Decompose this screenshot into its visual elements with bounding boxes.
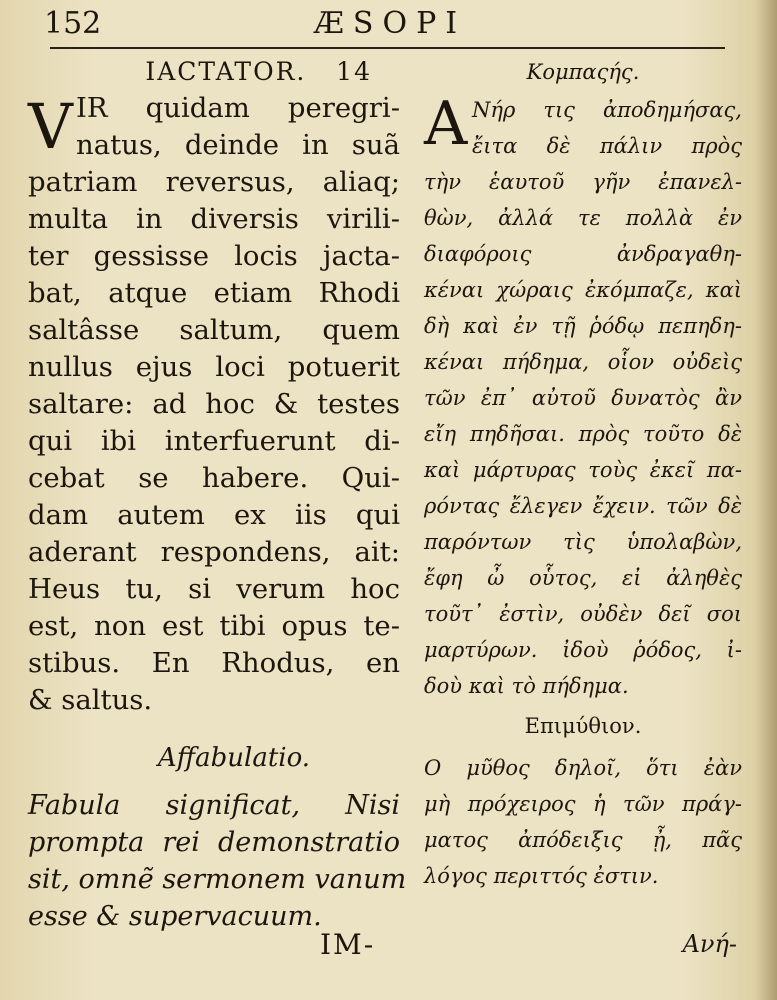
text-line: Fabula significat, Nisi — [28, 790, 400, 821]
text-line: καὶ μάρτυρας τοὺς ἐκεῖ πα- — [424, 458, 742, 482]
greek-moral-heading: Επιμύθιον. — [524, 714, 642, 738]
text-line: bat, atque etiam Rhodi — [28, 277, 400, 309]
latin-column — [28, 56, 407, 935]
greek-moral-text — [424, 750, 742, 894]
text-line: ματος ἀπόδειξις ᾖ, πᾶς — [424, 828, 742, 852]
page-gutter-shadow — [755, 0, 777, 1000]
text-line: κέναι πήδημα, οἷον οὐδεὶς — [424, 350, 742, 374]
page-header — [0, 0, 777, 55]
text-line: & saltus. — [28, 684, 153, 716]
text-line: natus, deinde in suã — [76, 129, 400, 161]
text-line: Ο μῦθος δηλοῖ, ὅτι ἐὰν — [424, 756, 742, 780]
page-number: 152 — [44, 6, 102, 41]
text-line: δοὺ καὶ τὸ πήδημα. — [424, 674, 629, 698]
text-line: μαρτύρων. ἰδοὺ ῥόδος, ἰ- — [424, 638, 742, 662]
text-line: aderant respondens, ait: — [28, 536, 400, 568]
text-line: sit, omnẽ sermonem vanum — [28, 864, 407, 895]
text-line: stibus. En Rhodus, en — [28, 647, 400, 679]
text-line: ἔιτα δὲ πάλιν πρὸς — [472, 134, 742, 158]
greek-catchword: Ανή- — [682, 930, 737, 958]
text-line: Νήρ τις ἀποδημήσας, — [472, 98, 742, 122]
text-line: IR quidam peregri- — [76, 92, 400, 124]
latin-moral-heading: Affabulatio. — [157, 743, 311, 773]
text-line: prompta rei demonstratio — [28, 827, 400, 858]
text-line: λόγος περιττός ἐστιν. — [424, 864, 659, 888]
text-line: dam autem ex iis qui — [28, 499, 400, 531]
greek-fable-text — [424, 89, 742, 704]
latin-fable-title: IACTATOR. 14 — [145, 57, 372, 86]
text-line: patriam reversus, aliaq; — [28, 166, 400, 198]
text-line: est, non est tibi opus te- — [28, 610, 400, 642]
text-line: δὴ καὶ ἐν τῇ ῥόδῳ πεπηδη- — [424, 314, 742, 338]
latin-moral-text — [28, 787, 407, 935]
text-line: saltare: ad hoc & testes — [28, 388, 400, 420]
text-line: esse & supervacuum. — [28, 901, 322, 932]
text-line: τῶν ἐπ᾽ αὐτοῦ δυνατὸς ἂν — [424, 386, 742, 410]
header-rule — [50, 47, 725, 49]
text-line: ter gessisse locis jactа- — [28, 240, 400, 272]
text-line: qui ibi interfuerunt di- — [28, 425, 400, 457]
text-line: ἔφη ὦ οὗτος, εἰ ἀληθὲς — [424, 566, 742, 590]
latin-fable-text — [28, 90, 400, 719]
text-line: κέναι χώραις ἐκόμπαζε, καὶ — [424, 278, 742, 302]
text-line: μὴ πρόχειρος ἡ τῶν πράγ- — [424, 792, 742, 816]
text-line: τοῦτ᾽ ἐστὶν, οὐδὲν δεῖ σοι — [424, 602, 742, 626]
text-line: διαφόροις ἀνδραγαθη- — [424, 242, 742, 266]
greek-column — [424, 56, 742, 894]
greek-dropcap: Α — [424, 89, 468, 159]
latin-catchword: IM- — [320, 928, 376, 961]
text-line: θὼν, ἀλλά τε πολλὰ ἐν — [424, 206, 742, 230]
text-line: multa in diversis virili- — [28, 203, 400, 235]
text-line: τὴν ἑαυτοῦ γῆν ἐπανελ- — [424, 170, 742, 194]
running-title: ÆSOPI — [313, 6, 467, 41]
greek-fable-title: Κομπαςής. — [526, 60, 640, 84]
text-line: ρόντας ἔλεγεν ἔχειν. τῶν δὲ — [424, 494, 742, 518]
text-line: παρόντων τὶς ὑπολαβὼν, — [424, 530, 742, 554]
text-line: Heus tu, si verum hoc — [28, 573, 400, 605]
text-line: cebat se habere. Qui- — [28, 462, 400, 494]
text-line: εἴη πηδῆσαι. πρὸς τοῦτο δὲ — [424, 422, 742, 446]
text-line: saltâsse saltum, quem — [28, 314, 400, 346]
text-line: nullus ejus loci potuerit — [28, 351, 400, 383]
latin-dropcap: V — [28, 90, 73, 163]
